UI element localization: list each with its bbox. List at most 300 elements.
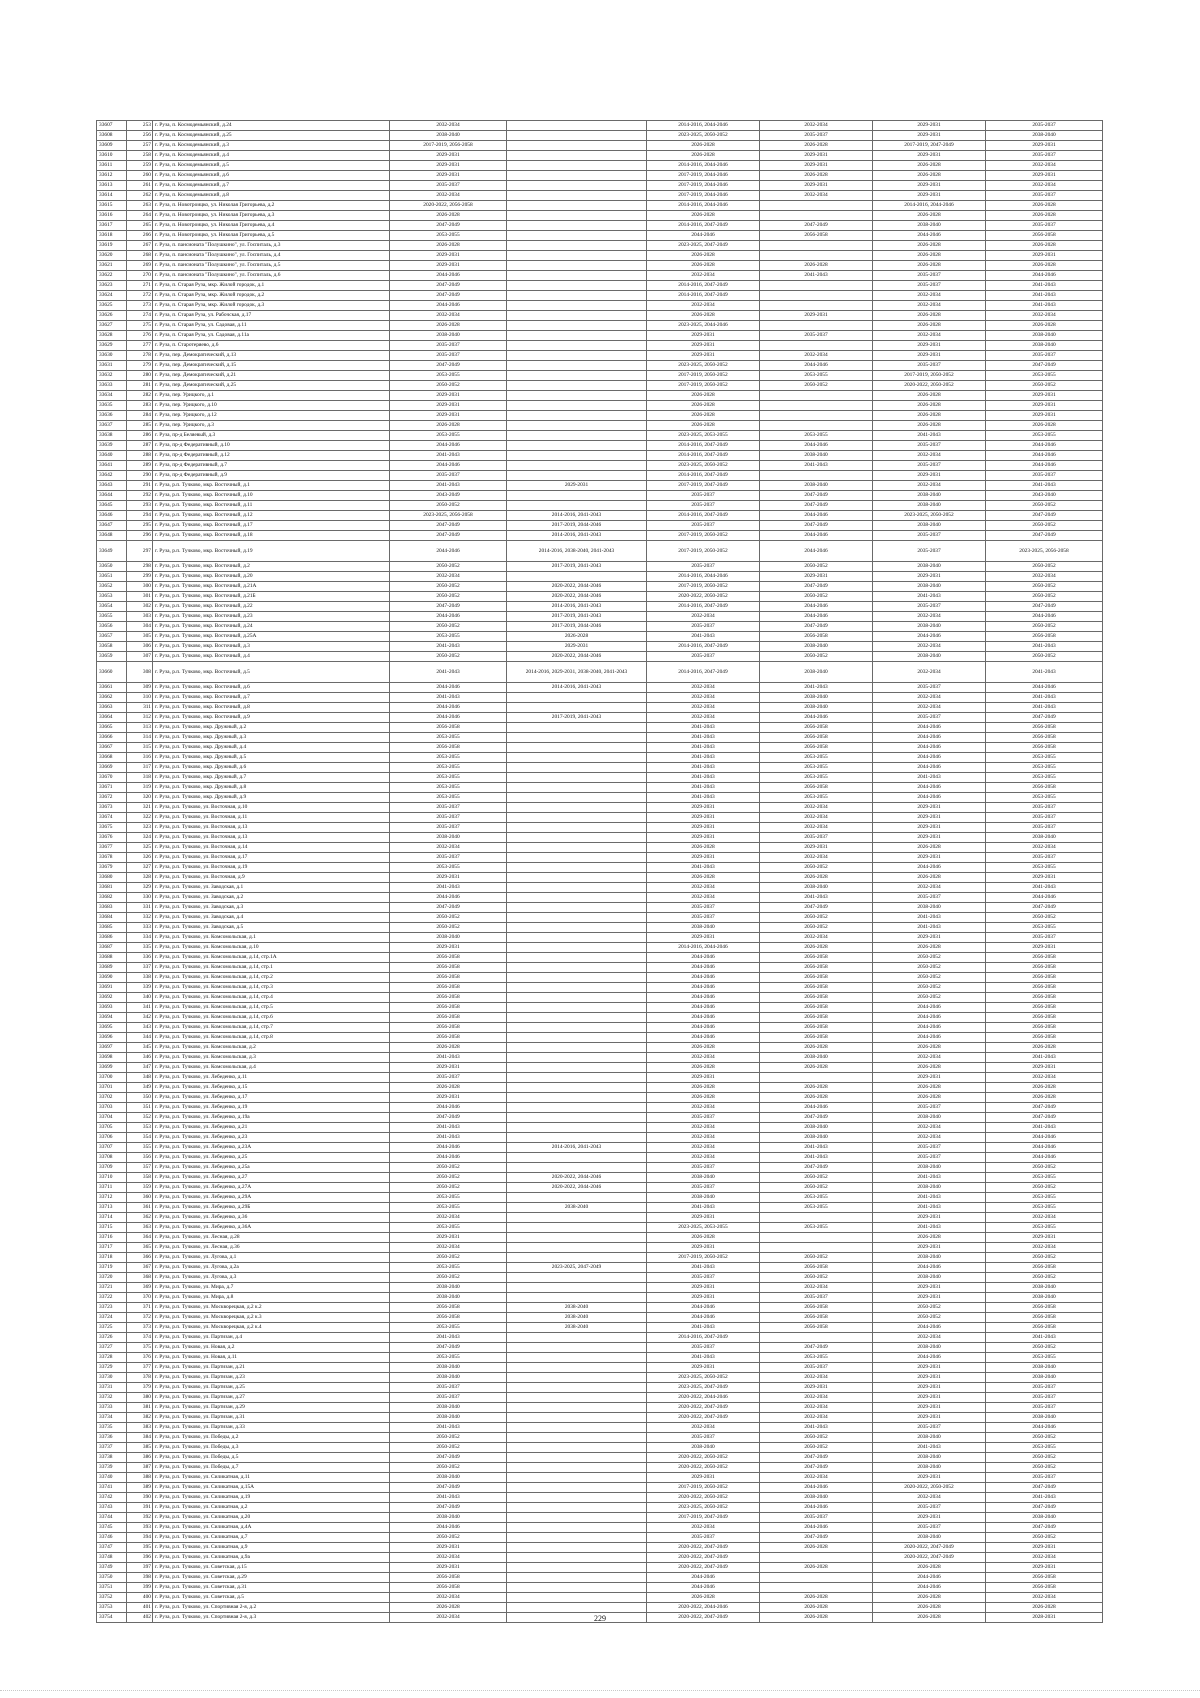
period-cell-3: 2014-2016, 2047-2049 [647,221,760,231]
period-cell-6: 2047-2049 [986,361,1103,371]
period-cell-1: 2050-2052 [390,923,507,933]
period-cell-1: 2056-2058 [390,1033,507,1043]
period-cell-1: 2053-2055 [390,783,507,793]
row-id-cell: 33685 [97,923,127,933]
period-cell-3: 2014-2016, 2044-2046 [647,572,760,582]
period-cell-4: 2032-2034 [760,1283,873,1293]
period-cell-3: 2026-2028 [647,151,760,161]
address-cell: г. Руза, р.п. Тучково, ул. Партизан, д.21 [153,1363,390,1373]
period-cell-5: 2041-2043 [873,1173,986,1183]
period-cell-2 [507,933,647,943]
row-id-cell: 33739 [97,1463,127,1473]
period-cell-1: 2041-2043 [390,883,507,893]
period-cell-3: 2041-2043 [647,773,760,783]
period-cell-3: 2029-2031 [647,1073,760,1083]
table-row [97,1393,1103,1403]
period-cell-2: 2017-2019, 2041-2043 [507,612,647,622]
address-cell: г. Руза, р.п. Тучково, ул. Лебеденко, д.29Б [153,1203,390,1213]
period-cell-3: 2014-2016, 2047-2049 [647,642,760,652]
period-cell-5: 2029-2031 [873,1373,986,1383]
period-cell-4 [760,211,873,221]
seq-number-cell: 385 [127,1443,153,1453]
period-cell-5: 2035-2037 [873,541,986,562]
period-cell-3: 2026-2028 [647,1083,760,1093]
period-cell-3: 2020-2022, 2044-2046 [647,1393,760,1403]
period-cell-2 [507,451,647,461]
period-cell-5: 2026-2028 [873,171,986,181]
period-cell-2 [507,883,647,893]
table-row [97,913,1103,923]
address-cell: г. Руза, р.п. Тучково, ул. Лугова, д.3 [153,1273,390,1283]
period-cell-3: 2026-2028 [647,401,760,411]
period-cell-1: 2020-2022, 2056-2058 [390,201,507,211]
period-cell-4 [760,201,873,211]
table-row [97,1583,1103,1593]
period-cell-4: 2050-2052 [760,562,873,572]
row-id-cell: 33628 [97,331,127,341]
address-cell: г. Руза, п. пансионата "Полушкино", ул. Госпиталь, д.4 [153,251,390,261]
row-id-cell: 33656 [97,622,127,632]
period-cell-3: 2029-2031 [647,1473,760,1483]
period-cell-5: 2032-2034 [873,481,986,491]
address-cell: г. Руза, р.п. Тучково, ул. Советская, д.29 [153,1573,390,1583]
period-cell-6: 2038-2040 [986,1413,1103,1423]
period-cell-1: 2053-2055 [390,1323,507,1333]
period-cell-6: 2053-2055 [986,1353,1103,1363]
period-cell-4: 2035-2037 [760,131,873,141]
period-cell-1: 2044-2046 [390,271,507,281]
seq-number-cell: 290 [127,471,153,481]
table-row [97,612,1103,622]
table-row [97,151,1103,161]
address-cell: г. Руза, пер. Урицкого, д.3 [153,421,390,431]
period-cell-5: 2026-2028 [873,391,986,401]
period-cell-3: 2029-2031 [647,803,760,813]
period-cell-2: 2023-2025, 2047-2049 [507,1263,647,1273]
row-id-cell: 33647 [97,521,127,531]
period-cell-1: 2038-2040 [390,131,507,141]
period-cell-3: 2032-2034 [647,301,760,311]
period-cell-1: 2026-2028 [390,1083,507,1093]
period-cell-3: 2029-2031 [647,813,760,823]
period-cell-1: 2047-2049 [390,361,507,371]
seq-number-cell: 272 [127,291,153,301]
row-id-cell: 33669 [97,763,127,773]
address-cell: г. Руза, р.п. Тучково, ул. Силикатная, д.4А [153,1523,390,1533]
period-cell-3: 2014-2016, 2047-2049 [647,281,760,291]
row-id-cell: 33706 [97,1133,127,1143]
table-row [97,511,1103,521]
seq-number-cell: 277 [127,341,153,351]
period-cell-4: 2029-2031 [760,843,873,853]
period-cell-6: 2029-2031 [986,1563,1103,1573]
table-row [97,843,1103,853]
period-cell-1: 2032-2034 [390,1243,507,1253]
period-cell-3: 2017-2019, 2050-2052 [647,531,760,541]
period-cell-5: 2017-2019, 2047-2049 [873,141,986,151]
address-cell: г. Руза, р.п. Тучково, мкр. Дружный, д.8 [153,783,390,793]
period-cell-5: 2029-2031 [873,803,986,813]
period-cell-1: 2050-2052 [390,592,507,602]
row-id-cell: 33715 [97,1223,127,1233]
period-cell-1: 2050-2052 [390,1183,507,1193]
period-cell-4 [760,291,873,301]
period-cell-6: 2050-2052 [986,1343,1103,1353]
period-cell-3: 2014-2016, 2047-2049 [647,511,760,521]
period-cell-2: 2017-2019, 2041-2043 [507,713,647,723]
table-row [97,1273,1103,1283]
period-cell-6: 2053-2055 [986,1193,1103,1203]
period-cell-1: 2053-2055 [390,793,507,803]
period-cell-2 [507,1573,647,1583]
period-cell-1: 2032-2034 [390,1553,507,1563]
period-cell-3: 2038-2040 [647,1193,760,1203]
period-cell-5: 2017-2019, 2050-2052 [873,371,986,381]
period-cell-2 [507,321,647,331]
period-cell-5: 2035-2037 [873,531,986,541]
row-id-cell: 33654 [97,602,127,612]
table-row [97,1503,1103,1513]
period-cell-6: 2047-2049 [986,511,1103,521]
seq-number-cell: 273 [127,301,153,311]
period-cell-2 [507,723,647,733]
address-cell: г. Руза, р.п. Тучково, мкр. Восточный, д.10 [153,491,390,501]
period-cell-5: 2035-2037 [873,461,986,471]
row-id-cell: 33750 [97,1573,127,1583]
period-cell-6: 2035-2037 [986,803,1103,813]
period-cell-4: 2053-2055 [760,1203,873,1213]
period-cell-2 [507,753,647,763]
period-cell-6: 2032-2034 [986,843,1103,853]
period-cell-5: 2038-2040 [873,1533,986,1543]
period-cell-5: 2050-2052 [873,973,986,983]
address-cell: г. Руза, р.п. Тучково, ул. Лебеденко, д.11 [153,1073,390,1083]
period-cell-2 [507,1473,647,1483]
table-row [97,1263,1103,1273]
period-cell-5: 2026-2028 [873,401,986,411]
address-cell: г. Руза, п. Старая Руза, мкр. Жилой городок, д.3 [153,301,390,311]
seq-number-cell: 354 [127,1133,153,1143]
address-cell: г. Руза, р.п. Тучково, ул. Мира, д.7 [153,1283,390,1293]
table-row [97,1043,1103,1053]
period-cell-5: 2035-2037 [873,1523,986,1533]
period-cell-5: 2026-2028 [873,943,986,953]
period-cell-1: 2032-2034 [390,311,507,321]
period-cell-6: 2053-2055 [986,1173,1103,1183]
period-cell-5: 2038-2040 [873,1273,986,1283]
period-cell-4: 2044-2046 [760,441,873,451]
period-cell-1: 2053-2055 [390,1193,507,1203]
table-row [97,1533,1103,1543]
period-cell-5: 2044-2046 [873,1263,986,1273]
address-cell: г. Руза, р.п. Тучково, ул. Партизан, д.33 [153,1423,390,1433]
period-cell-6: 2047-2049 [986,1483,1103,1493]
table-row [97,261,1103,271]
period-cell-5: 2026-2028 [873,1603,986,1613]
period-cell-1: 2032-2034 [390,121,507,131]
row-id-cell: 33690 [97,973,127,983]
row-id-cell: 33747 [97,1543,127,1553]
period-cell-3: 2020-2022, 2047-2049 [647,1563,760,1573]
address-cell: г. Руза, р.п. Тучково, ул. Лебеденко, д.19 [153,1103,390,1113]
period-cell-6: 2035-2037 [986,221,1103,231]
row-id-cell: 33741 [97,1483,127,1493]
row-id-cell: 33653 [97,592,127,602]
period-cell-4 [760,1213,873,1223]
address-cell: г. Руза, р.п. Тучково, мкр. Дружный, д.6 [153,763,390,773]
seq-number-cell: 352 [127,1113,153,1123]
period-cell-2: 2014-2016, 2029-2031, 2038-2040, 2041-2043 [507,662,647,683]
period-cell-2 [507,201,647,211]
address-cell: г. Руза, р.п. Тучково, ул. Силикатная, д.9а [153,1553,390,1563]
row-id-cell: 33616 [97,211,127,221]
period-cell-3: 2029-2031 [647,1213,760,1223]
period-cell-6: 2026-2028 [986,211,1103,221]
period-cell-6: 2035-2037 [986,1403,1103,1413]
table-row [97,501,1103,511]
seq-number-cell: 299 [127,572,153,582]
table-row [97,713,1103,723]
address-cell: г. Руза, пер. Демократический, д.25 [153,381,390,391]
seq-number-cell: 284 [127,411,153,421]
period-cell-5: 2029-2031 [873,1213,986,1223]
period-cell-2 [507,1013,647,1023]
seq-number-cell: 288 [127,451,153,461]
address-cell: г. Руза, р.п. Тучково, ул. Лугова, д.1 [153,1253,390,1263]
period-cell-5: 2029-2031 [873,933,986,943]
period-cell-1: 2050-2052 [390,1173,507,1183]
period-cell-1: 2038-2040 [390,1293,507,1303]
period-cell-2 [507,1283,647,1293]
period-cell-3: 2014-2016, 2047-2049 [647,602,760,612]
address-cell: г. Руза, пер. Демократический, д.13 [153,351,390,361]
address-cell: г. Руза, р.п. Тучково, ул. Комсомольская, д.14, стр.3 [153,983,390,993]
row-id-cell: 33663 [97,703,127,713]
period-cell-3: 2026-2028 [647,1043,760,1053]
address-cell: г. Руза, р.п. Тучково, мкр. Восточный, д.2 [153,562,390,572]
period-cell-1: 2041-2043 [390,1053,507,1063]
row-id-cell: 33700 [97,1073,127,1083]
address-cell: г. Руза, п. Космодемьянский, д.24 [153,121,390,131]
row-id-cell: 33696 [97,1033,127,1043]
row-id-cell: 33733 [97,1403,127,1413]
period-cell-5: 2044-2046 [873,753,986,763]
period-cell-3: 2014-2016, 2047-2049 [647,471,760,481]
seq-number-cell: 370 [127,1293,153,1303]
period-cell-5: 2044-2046 [873,863,986,873]
address-cell: г. Руза, р.п. Тучково, мкр. Восточный, д.8 [153,703,390,713]
address-cell: г. Руза, р.п. Тучково, ул. Лебеденко, д.19а [153,1113,390,1123]
period-cell-4: 2050-2052 [760,1173,873,1183]
period-cell-6: 2038-2040 [986,131,1103,141]
period-cell-2 [507,1293,647,1303]
period-cell-5: 2032-2034 [873,301,986,311]
table-row [97,1213,1103,1223]
period-cell-2 [507,983,647,993]
row-id-cell: 33695 [97,1023,127,1033]
period-cell-3: 2014-2016, 2047-2049 [647,1333,760,1343]
period-cell-2: 2038-2040 [507,1323,647,1333]
period-cell-1: 2029-2031 [390,1063,507,1073]
seq-number-cell: 265 [127,221,153,231]
table-row [97,1493,1103,1503]
period-cell-3: 2041-2043 [647,743,760,753]
period-cell-1: 2038-2040 [390,1363,507,1373]
seq-number-cell: 320 [127,793,153,803]
address-cell: г. Руза, р.п. Тучково, ул. Комсомольская, д.14, стр.1 [153,963,390,973]
period-cell-6: 2050-2052 [986,1163,1103,1173]
period-cell-2 [507,251,647,261]
address-cell: г. Руза, р.п. Тучково, ул. Силикатная, д.7 [153,1533,390,1543]
period-cell-1: 2035-2037 [390,853,507,863]
address-cell: г. Руза, р.п. Тучково, ул. Победы, д.3 [153,1443,390,1453]
period-cell-3: 2026-2028 [647,843,760,853]
period-cell-4: 2044-2046 [760,602,873,612]
seq-number-cell: 281 [127,381,153,391]
period-cell-2 [507,181,647,191]
table-row [97,602,1103,612]
address-cell: г. Руза, р.п. Тучково, ул. Партизан, д.23 [153,1373,390,1383]
period-cell-4: 2038-2040 [760,1133,873,1143]
period-cell-3: 2032-2034 [647,1103,760,1113]
seq-number-cell: 292 [127,491,153,501]
address-cell: г. Руза, р.п. Тучково, ул. Комсомольская, д.14, стр.7 [153,1023,390,1033]
table-row [97,411,1103,421]
period-cell-1: 2053-2055 [390,1203,507,1213]
period-cell-2 [507,843,647,853]
seq-number-cell: 402 [127,1613,153,1623]
table-row [97,893,1103,903]
period-cell-2 [507,1233,647,1243]
period-cell-6: 2044-2046 [986,1133,1103,1143]
period-cell-3: 2020-2022, 2050-2052 [647,1453,760,1463]
period-cell-3: 2035-2037 [647,521,760,531]
seq-number-cell: 318 [127,773,153,783]
table-row [97,923,1103,933]
seq-number-cell: 358 [127,1173,153,1183]
period-cell-6: 2029-2031 [986,251,1103,261]
period-cell-5: 2041-2043 [873,1203,986,1213]
period-cell-5: 2029-2031 [873,853,986,863]
table-row [97,592,1103,602]
period-cell-2 [507,1403,647,1413]
period-cell-5: 2032-2034 [873,1123,986,1133]
address-cell: г. Руза, пр-д Беляевый, д.3 [153,431,390,441]
seq-number-cell: 359 [127,1183,153,1193]
table-row [97,431,1103,441]
table-row [97,1223,1103,1233]
period-cell-3: 2032-2034 [647,1523,760,1533]
period-cell-1: 2056-2058 [390,1023,507,1033]
row-id-cell: 33698 [97,1053,127,1063]
period-cell-1: 2032-2034 [390,1593,507,1603]
period-cell-2: 2014-2016, 2041-2043 [507,683,647,693]
period-cell-3: 2032-2034 [647,883,760,893]
period-cell-1: 2047-2049 [390,521,507,531]
period-cell-4: 2056-2058 [760,1313,873,1323]
seq-number-cell: 323 [127,823,153,833]
period-cell-6: 2032-2034 [986,161,1103,171]
period-cell-5: 2026-2028 [873,241,986,251]
period-cell-5: 2029-2031 [873,572,986,582]
period-cell-2 [507,1493,647,1503]
seq-number-cell: 294 [127,511,153,521]
seq-number-cell: 365 [127,1243,153,1253]
address-cell: г. Руза, п. Космодемьянский, д.3 [153,141,390,151]
address-cell: г. Руза, р.п. Тучково, ул. Комсомольская, д.10 [153,943,390,953]
address-cell: г. Руза, р.п. Тучково, ул. Лебеденко, д.15 [153,1083,390,1093]
table-row [97,1443,1103,1453]
row-id-cell: 33633 [97,381,127,391]
address-cell: г. Руза, р.п. Тучково, ул. Партизан, д.31 [153,1413,390,1423]
row-id-cell: 33666 [97,733,127,743]
period-cell-4 [760,281,873,291]
row-id-cell: 33635 [97,401,127,411]
period-cell-2 [507,1073,647,1083]
period-cell-2 [507,1383,647,1393]
period-cell-5: 2032-2034 [873,703,986,713]
table-row [97,632,1103,642]
address-cell: г. Руза, п. Новотроицко, ул. Николая Григорьева, д.2 [153,201,390,211]
seq-number-cell: 372 [127,1313,153,1323]
table-row [97,662,1103,683]
period-cell-6: 2053-2055 [986,793,1103,803]
period-cell-3: 2014-2016, 2044-2046 [647,121,760,131]
table-row [97,642,1103,652]
seq-number-cell: 261 [127,181,153,191]
capital-repair-schedule-table [96,120,1103,1623]
period-cell-3: 2035-2037 [647,913,760,923]
row-id-cell: 33642 [97,471,127,481]
period-cell-4: 2026-2028 [760,141,873,151]
row-id-cell: 33746 [97,1533,127,1543]
period-cell-4: 2056-2058 [760,963,873,973]
period-cell-2 [507,1213,647,1223]
address-cell: г. Руза, р.п. Тучково, мкр. Восточный, д.23 [153,612,390,622]
period-cell-4: 2053-2055 [760,1353,873,1363]
period-cell-3: 2017-2019, 2050-2052 [647,1483,760,1493]
period-cell-6: 2047-2049 [986,531,1103,541]
row-id-cell: 33678 [97,853,127,863]
address-cell: г. Руза, п. Космодемьянский, д.6 [153,171,390,181]
period-cell-1: 2041-2043 [390,1493,507,1503]
period-cell-3: 2044-2046 [647,983,760,993]
period-cell-1: 2056-2058 [390,723,507,733]
period-cell-4: 2053-2055 [760,1223,873,1233]
row-id-cell: 33620 [97,251,127,261]
period-cell-3: 2020-2022, 2044-2046 [647,1603,760,1613]
seq-number-cell: 266 [127,231,153,241]
period-cell-2 [507,331,647,341]
period-cell-3: 2035-2037 [647,1163,760,1173]
address-cell: г. Руза, р.п. Тучково, ул. Советская, д.31 [153,1583,390,1593]
period-cell-6: 2050-2052 [986,1453,1103,1463]
table-row [97,451,1103,461]
seq-number-cell: 296 [127,531,153,541]
table-row [97,391,1103,401]
period-cell-1: 2038-2040 [390,1403,507,1413]
period-cell-6: 2029-2031 [986,1063,1103,1073]
period-cell-3: 2029-2031 [647,823,760,833]
table-row [97,1113,1103,1123]
row-id-cell: 33691 [97,983,127,993]
row-id-cell: 33705 [97,1123,127,1133]
table-row [97,1543,1103,1553]
seq-number-cell: 280 [127,371,153,381]
seq-number-cell: 297 [127,541,153,562]
period-cell-6: 2050-2052 [986,913,1103,923]
period-cell-2 [507,923,647,933]
